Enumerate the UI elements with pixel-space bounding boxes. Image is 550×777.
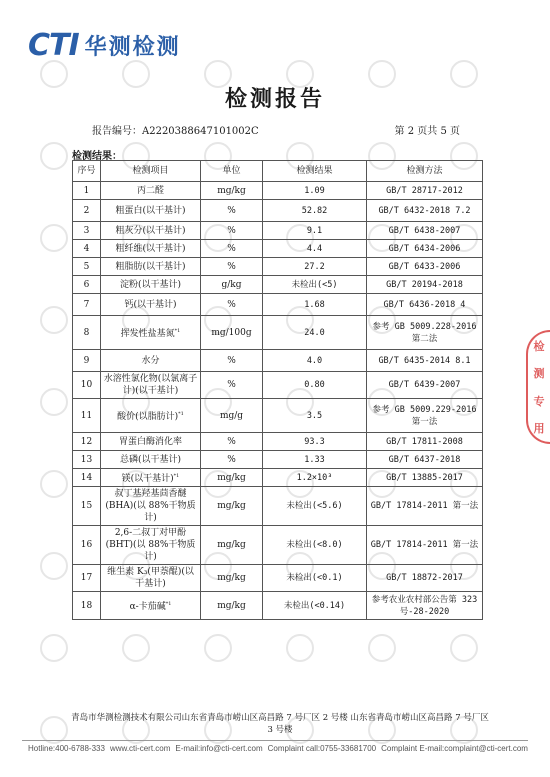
- item-name: 粗灰分(以干基计): [115, 225, 186, 236]
- cell-unit: mg/kg: [201, 487, 263, 526]
- cell-unit: %: [201, 372, 263, 399]
- cell-no: 2: [73, 200, 101, 222]
- header-no: 序号: [73, 161, 101, 182]
- table-row: [73, 276, 483, 294]
- cell-no: 14: [73, 469, 101, 487]
- item-name: 镁(以干基计): [121, 474, 174, 484]
- header-item: 检测项目: [101, 161, 201, 182]
- results-table: [72, 160, 483, 620]
- watermark-icon: [204, 634, 232, 662]
- table-row: [73, 222, 483, 240]
- watermark-icon: [368, 634, 396, 662]
- watermark-icon: [40, 470, 68, 498]
- footer-website[interactable]: www.cti-cert.com: [109, 744, 171, 753]
- cell-no: 6: [73, 276, 101, 294]
- item-name: 维生素 K₃(甲萘醌)(以干基计): [107, 567, 194, 589]
- watermark-icon: [450, 634, 478, 662]
- cell-item: [101, 526, 201, 565]
- cell-item: [101, 316, 201, 350]
- cell-method: GB/T 6435-2014 8.1: [367, 350, 483, 372]
- cell-item: [101, 451, 201, 469]
- cell-result: 未检出(<0.14): [263, 592, 367, 620]
- item-name: 水溶性氯化物(以氯离子计)(以干基计): [103, 374, 198, 396]
- cell-no: 8: [73, 316, 101, 350]
- header-method: 检测方法: [367, 161, 483, 182]
- cell-no: 3: [73, 222, 101, 240]
- cell-no: 16: [73, 526, 101, 565]
- watermark-icon: [40, 552, 68, 580]
- footer-divider: [22, 740, 528, 741]
- item-name: 水分: [141, 355, 160, 366]
- cell-no: 9: [73, 350, 101, 372]
- cell-item: [101, 433, 201, 451]
- cell-method: GB/T 6432-2018 7.2: [367, 200, 483, 222]
- item-name: α-卡茄碱: [129, 602, 166, 612]
- cell-method: 参考农业农村部公告第 323 号-28-2020: [367, 592, 483, 620]
- cell-unit: %: [201, 294, 263, 316]
- cell-unit: %: [201, 433, 263, 451]
- item-name: 淀粉(以干基计): [119, 279, 182, 290]
- cell-method: GB/T 17811-2008: [367, 433, 483, 451]
- footer-complaint-email[interactable]: Complaint E-mail:complaint@cti-cert.com: [381, 744, 528, 753]
- cell-no: 18: [73, 592, 101, 620]
- watermark-icon: [122, 634, 150, 662]
- cell-method: GB/T 6439-2007: [367, 372, 483, 399]
- cell-no: 15: [73, 487, 101, 526]
- cell-method: GB/T 13885-2017: [367, 469, 483, 487]
- cell-unit: mg/kg: [201, 182, 263, 200]
- cell-unit: mg/g: [201, 399, 263, 433]
- table-row: [73, 469, 483, 487]
- item-name: 挥发性盐基氮: [120, 329, 175, 339]
- cell-method: GB/T 6436-2018 4: [367, 294, 483, 316]
- cell-method: GB/T 6433-2006: [367, 258, 483, 276]
- table-row: [73, 350, 483, 372]
- header-unit: 单位: [201, 161, 263, 182]
- footer-contacts: [28, 744, 528, 753]
- item-name: 2,6-二叔丁对甲酚(BHT)(以 88%干物质计): [105, 528, 196, 562]
- cell-method: 参考 GB 5009.229-2016 第一法: [367, 399, 483, 433]
- cell-unit: %: [201, 258, 263, 276]
- table-row: [73, 182, 483, 200]
- cell-item: [101, 200, 201, 222]
- item-footnote-mark: *1: [178, 411, 184, 417]
- header-result: 检测结果: [263, 161, 367, 182]
- cell-no: 10: [73, 372, 101, 399]
- cell-result: 0.80: [263, 372, 367, 399]
- item-footnote-mark: *1: [165, 601, 172, 607]
- cell-item: [101, 469, 201, 487]
- seal-char: 专: [533, 394, 545, 408]
- cell-method: GB/T 20194-2018: [367, 276, 483, 294]
- footer-complaint-call: Complaint call:0755-33681700: [267, 744, 377, 753]
- item-name: 粗脂肪(以干基计): [115, 261, 186, 272]
- cell-result: 24.0: [263, 316, 367, 350]
- cell-item: [101, 487, 201, 526]
- report-number: 报告编号：A2220388647101002C: [92, 126, 259, 137]
- cell-unit: %: [201, 200, 263, 222]
- table-row: [73, 433, 483, 451]
- table-row: [73, 565, 483, 592]
- cell-no: 12: [73, 433, 101, 451]
- item-name: 总磷(以干基计): [119, 454, 182, 465]
- cell-result: 未检出(<8.0): [263, 526, 367, 565]
- cell-result: 52.82: [263, 200, 367, 222]
- cell-result: 27.2: [263, 258, 367, 276]
- cell-method: GB/T 6434-2006: [367, 240, 483, 258]
- cell-no: 17: [73, 565, 101, 592]
- cell-item: [101, 565, 201, 592]
- footer-email[interactable]: E-mail:info@cti-cert.com: [175, 744, 263, 753]
- cell-method: 参考 GB 5009.228-2016 第二法: [367, 316, 483, 350]
- cell-unit: %: [201, 350, 263, 372]
- cell-result: 1.68: [263, 294, 367, 316]
- inspection-seal: [526, 330, 550, 444]
- table-row: [73, 294, 483, 316]
- cell-result: 93.3: [263, 433, 367, 451]
- cell-unit: %: [201, 222, 263, 240]
- cell-item: [101, 399, 201, 433]
- cell-no: 5: [73, 258, 101, 276]
- cell-method: GB/T 18872-2017: [367, 565, 483, 592]
- cell-method: GB/T 17814-2011 第一法: [367, 526, 483, 565]
- cell-unit: %: [201, 451, 263, 469]
- table-row: [73, 487, 483, 526]
- table-row: [73, 240, 483, 258]
- cell-method: GB/T 28717-2012: [367, 182, 483, 200]
- table-row: [73, 316, 483, 350]
- cell-unit: mg/kg: [201, 469, 263, 487]
- cell-item: [101, 294, 201, 316]
- cell-unit: mg/kg: [201, 592, 263, 620]
- cell-item: [101, 222, 201, 240]
- table-row: [73, 592, 483, 620]
- table-header-row: [73, 161, 483, 182]
- watermark-icon: [40, 142, 68, 170]
- table-row: [73, 526, 483, 565]
- cell-result: 3.5: [263, 399, 367, 433]
- item-name: 钙(以干基计): [124, 299, 177, 310]
- table-row: [73, 399, 483, 433]
- cell-no: 11: [73, 399, 101, 433]
- cell-item: [101, 592, 201, 620]
- cell-method: GB/T 17814-2011 第一法: [367, 487, 483, 526]
- cell-item: [101, 372, 201, 399]
- cell-result: 1.2×10³: [263, 469, 367, 487]
- page-indicator: 第 2 页共 5 页: [394, 126, 460, 137]
- item-name: 酸价(以脂肪计): [117, 412, 179, 422]
- table-row: [73, 200, 483, 222]
- cell-no: 1: [73, 182, 101, 200]
- watermark-icon: [40, 634, 68, 662]
- cell-item: [101, 350, 201, 372]
- cell-unit: mg/100g: [201, 316, 263, 350]
- cell-result: 9.1: [263, 222, 367, 240]
- cell-unit: %: [201, 240, 263, 258]
- cell-no: 4: [73, 240, 101, 258]
- cell-result: 未检出(<5.6): [263, 487, 367, 526]
- cell-unit: mg/kg: [201, 526, 263, 565]
- table-row: [73, 258, 483, 276]
- cell-unit: g/kg: [201, 276, 263, 294]
- table-body: [73, 182, 483, 620]
- cell-no: 13: [73, 451, 101, 469]
- cell-result: 1.09: [263, 182, 367, 200]
- item-footnote-mark: *1: [173, 473, 180, 479]
- logo-latin: CTI: [28, 27, 79, 63]
- watermark-icon: [40, 388, 68, 416]
- cell-item: [101, 276, 201, 294]
- seal-char: 测: [533, 367, 545, 381]
- watermark-icon: [40, 224, 68, 252]
- item-name: 粗蛋白(以干基计): [115, 205, 186, 216]
- footer-address: 青岛市华测检测技术有限公司山东省青岛市崂山区高昌路 7 号厂区 2 号楼 山东省青岛市崂山区高昌路 7 号厂区 3 号楼: [71, 713, 489, 735]
- cell-item: [101, 182, 201, 200]
- cell-unit: mg/kg: [201, 565, 263, 592]
- cell-method: GB/T 6437-2018: [367, 451, 483, 469]
- table-row: [73, 451, 483, 469]
- item-name: 叔丁基羟基茴香醚(BHA)(以 88%干物质计): [105, 489, 196, 523]
- cell-result: 1.33: [263, 451, 367, 469]
- cell-result: 未检出(<0.1): [263, 565, 367, 592]
- seal-char: 用: [533, 422, 545, 436]
- cell-no: 7: [73, 294, 101, 316]
- cell-result: 4.0: [263, 350, 367, 372]
- item-name: 胃蛋白酶消化率: [118, 436, 182, 447]
- cell-method: GB/T 6438-2007: [367, 222, 483, 240]
- table-row: [73, 372, 483, 399]
- footer-hotline: Hotline:400-6788-333: [28, 744, 105, 753]
- cell-result: 未检出(<5): [263, 276, 367, 294]
- watermark-icon: [286, 634, 314, 662]
- cell-result: 4.4: [263, 240, 367, 258]
- item-name: 粗纤维(以干基计): [115, 243, 186, 254]
- cell-item: [101, 258, 201, 276]
- watermark-icon: [40, 306, 68, 334]
- report-title: 检测报告: [224, 86, 325, 112]
- cell-item: [101, 240, 201, 258]
- item-name: 丙二醛: [136, 185, 164, 196]
- logo-chinese: 华测检测: [84, 34, 181, 60]
- seal-char: 检: [533, 339, 545, 353]
- cti-logo: [28, 27, 181, 63]
- section-title: 检测结果：: [72, 151, 122, 162]
- item-footnote-mark: *1: [174, 328, 181, 334]
